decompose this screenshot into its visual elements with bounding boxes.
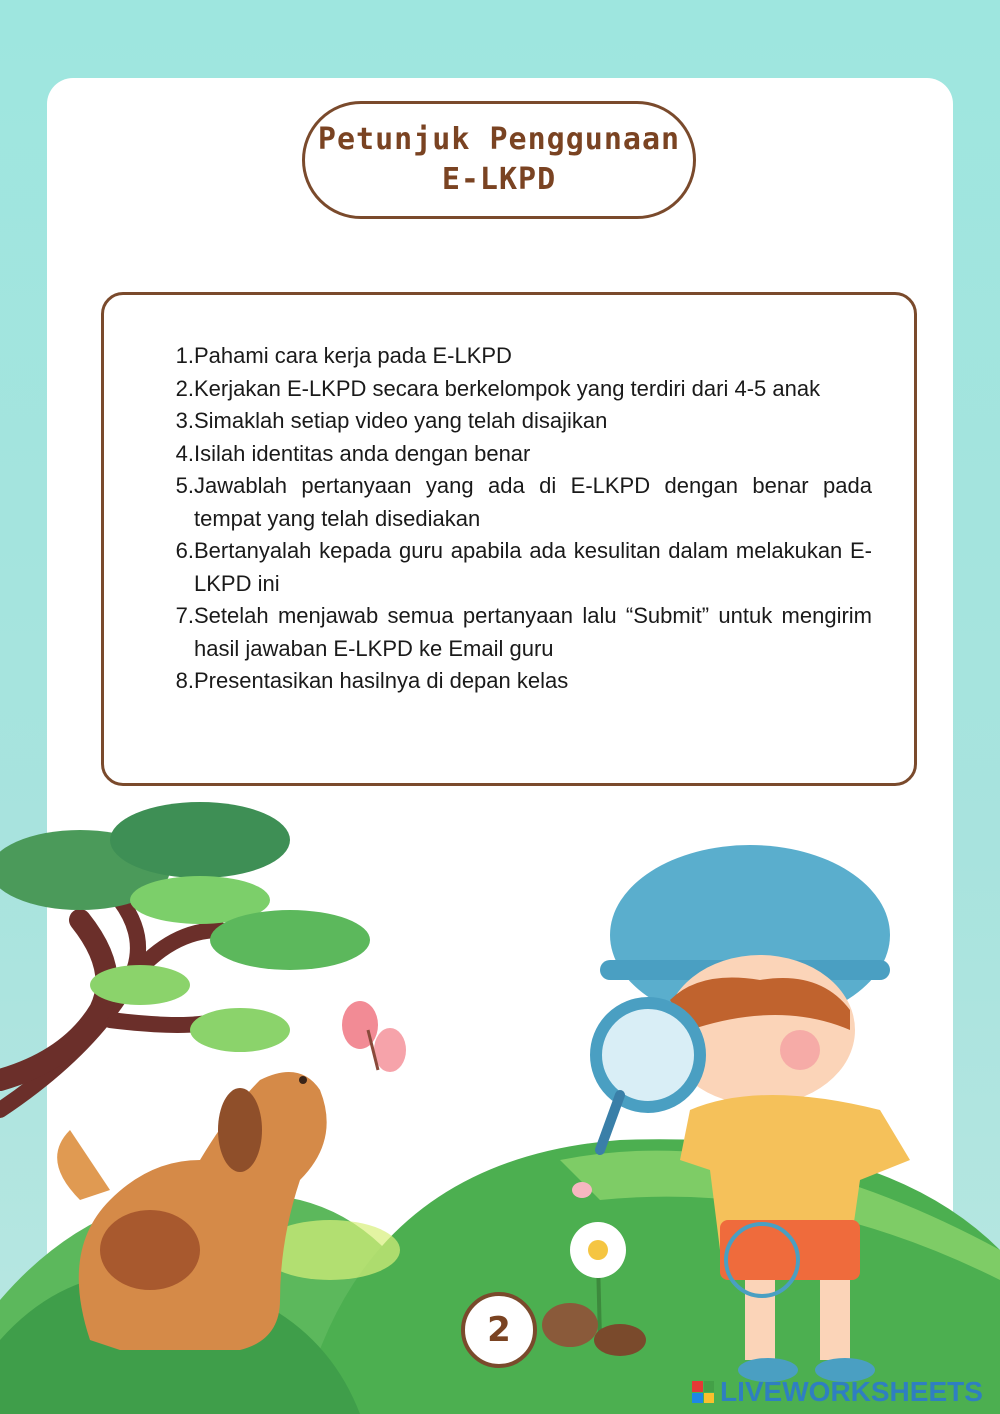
tree-leaves xyxy=(90,965,190,1005)
list-item xyxy=(174,665,872,698)
title-badge xyxy=(302,101,696,219)
title-line-2: E-LKPD xyxy=(441,162,557,197)
rock xyxy=(594,1324,646,1356)
page-number: 2 xyxy=(461,1292,537,1368)
list-item xyxy=(174,535,872,600)
title-line-1: Petunjuk Penggunaan xyxy=(317,122,681,157)
step-text: Setelah menjawab semua pertanyaan lalu “Submit” untuk mengirim hasil jawaban E-LKPD ke Email guru xyxy=(194,603,872,661)
tree-leaves xyxy=(110,802,290,878)
step-text: Pahami cara kerja pada E-LKPD xyxy=(194,343,512,368)
step-number: 4. xyxy=(175,440,194,466)
step-number: 2. xyxy=(175,375,194,401)
step-text: Presentasikan hasilnya di depan kelas xyxy=(194,668,569,693)
step-text: Kerjakan E-LKPD secara berkelompok yang terdiri dari 4-5 anak xyxy=(194,375,821,401)
list-item xyxy=(174,600,872,665)
list-item xyxy=(174,373,872,406)
step-number: 5. xyxy=(175,473,194,498)
step-number: 7. xyxy=(175,603,194,628)
step-text: Simaklah setiap video yang telah disajikan xyxy=(194,408,608,433)
tree-leaves xyxy=(210,910,370,970)
step-text: Bertanyalah kepada guru apabila ada kesulitan dalam melakukan E-LKPD ini xyxy=(194,538,872,596)
instructions-list xyxy=(174,340,872,698)
step-number: 1. xyxy=(175,343,194,368)
step-number: 6. xyxy=(175,538,194,563)
watermark xyxy=(692,1376,983,1408)
watermark-text: LIVEWORKSHEETS xyxy=(720,1376,983,1407)
list-item xyxy=(174,340,872,373)
butterfly-icon xyxy=(342,1001,406,1072)
liveworksheets-logo-icon xyxy=(692,1381,714,1403)
step-text: Isilah identitas anda dengan benar xyxy=(194,440,531,466)
step-text: Jawablah pertanyaan yang ada di E-LKPD dengan benar pada tempat yang telah disediakan xyxy=(194,473,872,531)
tree-leaves xyxy=(190,1008,290,1052)
tree-trunk-main xyxy=(0,920,107,1080)
rock xyxy=(542,1303,598,1347)
list-item xyxy=(174,438,872,471)
step-number: 8. xyxy=(175,668,194,693)
step-number: 3. xyxy=(175,408,194,433)
instructions-box xyxy=(101,292,917,786)
list-item xyxy=(174,470,872,535)
list-item xyxy=(174,405,872,438)
